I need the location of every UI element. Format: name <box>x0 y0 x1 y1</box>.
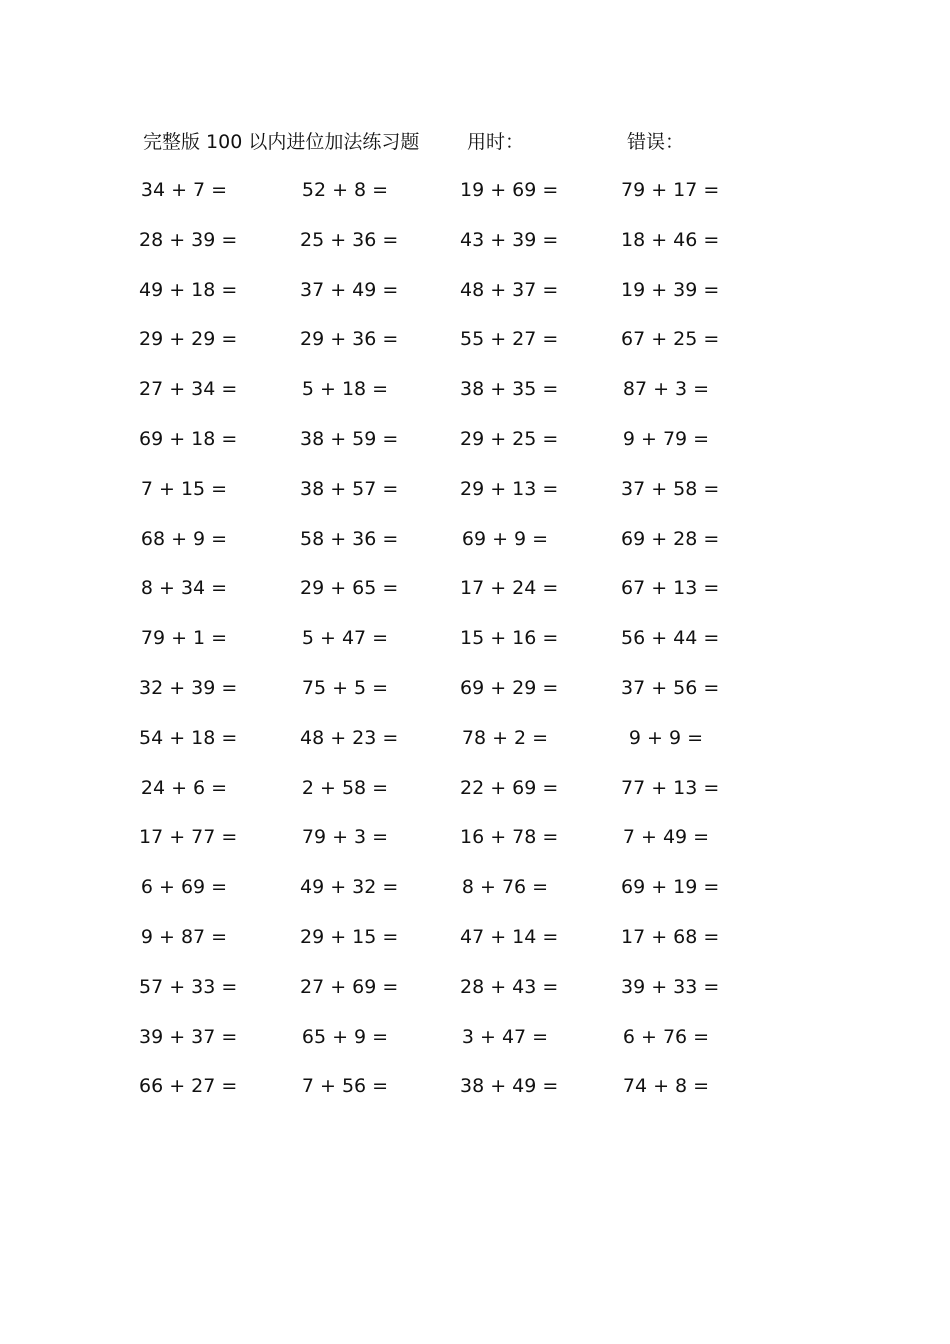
problem-row <box>0 872 950 922</box>
addition-problem: 7 + 49 = <box>622 826 710 849</box>
problem-row <box>0 723 950 773</box>
addition-problem: 48 + 37 = <box>460 278 559 301</box>
addition-problem: 18 + 46 = <box>621 228 720 251</box>
addition-problem: 43 + 39 = <box>460 228 559 251</box>
addition-problem: 15 + 16 = <box>460 627 559 650</box>
addition-problem: 67 + 25 = <box>621 328 720 351</box>
problem-grid <box>0 175 950 1121</box>
addition-problem: 38 + 49 = <box>460 1075 559 1098</box>
addition-problem: 69 + 19 = <box>621 876 720 899</box>
addition-problem: 27 + 69 = <box>300 975 399 998</box>
addition-problem: 39 + 33 = <box>621 975 720 998</box>
addition-problem: 66 + 27 = <box>139 1075 238 1098</box>
addition-problem: 48 + 23 = <box>300 726 399 749</box>
addition-problem: 37 + 58 = <box>621 477 720 500</box>
addition-problem: 49 + 32 = <box>300 876 399 899</box>
addition-problem: 7 + 56 = <box>301 1075 389 1098</box>
addition-problem: 19 + 69 = <box>460 179 559 201</box>
worksheet-title: 完整版 100 以内进位加法练习题 <box>143 131 420 153</box>
problem-row <box>0 1022 950 1072</box>
problem-row <box>0 225 950 275</box>
addition-problem: 24 + 6 = <box>140 776 228 799</box>
addition-problem: 29 + 29 = <box>139 328 238 351</box>
addition-problem: 2 + 58 = <box>301 776 389 799</box>
addition-problem: 52 + 8 = <box>301 179 389 201</box>
addition-problem: 5 + 18 = <box>301 378 389 401</box>
addition-problem: 16 + 78 = <box>460 826 559 849</box>
addition-problem: 56 + 44 = <box>621 627 720 650</box>
problem-row <box>0 424 950 474</box>
addition-problem: 29 + 65 = <box>300 577 399 600</box>
problem-row <box>0 972 950 1022</box>
error-count-label: 错误： <box>627 131 685 153</box>
addition-problem: 17 + 24 = <box>460 577 559 600</box>
addition-problem: 69 + 18 = <box>139 427 238 450</box>
addition-problem: 38 + 59 = <box>300 427 399 450</box>
addition-problem: 27 + 34 = <box>139 378 238 401</box>
addition-problem: 22 + 69 = <box>460 776 559 799</box>
addition-problem: 19 + 39 = <box>621 278 720 301</box>
problem-row <box>0 524 950 574</box>
problem-row <box>0 822 950 872</box>
problem-row <box>0 573 950 623</box>
problem-row <box>0 175 950 225</box>
addition-problem: 58 + 36 = <box>300 527 399 550</box>
addition-problem: 38 + 57 = <box>300 477 399 500</box>
addition-problem: 69 + 29 = <box>460 676 559 699</box>
problem-row <box>0 673 950 723</box>
problem-row <box>0 922 950 972</box>
addition-problem: 79 + 3 = <box>301 826 389 849</box>
addition-problem: 69 + 28 = <box>621 527 720 550</box>
addition-problem: 8 + 34 = <box>140 577 228 600</box>
addition-problem: 29 + 13 = <box>460 477 559 500</box>
addition-problem: 68 + 9 = <box>140 527 228 550</box>
addition-problem: 75 + 5 = <box>301 676 389 699</box>
addition-problem: 17 + 77 = <box>139 826 238 849</box>
addition-problem: 32 + 39 = <box>139 676 238 699</box>
addition-problem: 37 + 56 = <box>621 676 720 699</box>
addition-problem: 47 + 14 = <box>460 925 559 948</box>
addition-problem: 39 + 37 = <box>139 1025 238 1048</box>
addition-problem: 9 + 79 = <box>622 427 710 450</box>
addition-problem: 9 + 9 = <box>628 726 704 749</box>
addition-problem: 29 + 25 = <box>460 427 559 450</box>
addition-problem: 25 + 36 = <box>300 228 399 251</box>
problem-row <box>0 474 950 524</box>
addition-problem: 54 + 18 = <box>139 726 238 749</box>
addition-problem: 78 + 2 = <box>461 726 549 749</box>
addition-problem: 37 + 49 = <box>300 278 399 301</box>
addition-problem: 5 + 47 = <box>301 627 389 650</box>
problem-row <box>0 374 950 424</box>
addition-problem: 67 + 13 = <box>621 577 720 600</box>
addition-problem: 3 + 47 = <box>461 1025 549 1048</box>
addition-problem: 38 + 35 = <box>460 378 559 401</box>
addition-problem: 57 + 33 = <box>139 975 238 998</box>
addition-problem: 6 + 69 = <box>140 876 228 899</box>
problem-row <box>0 324 950 374</box>
addition-problem: 28 + 39 = <box>139 228 238 251</box>
worksheet-header <box>0 127 950 157</box>
addition-problem: 79 + 1 = <box>140 627 228 650</box>
addition-problem: 6 + 76 = <box>622 1025 710 1048</box>
time-used-label: 用时： <box>467 131 525 153</box>
addition-problem: 74 + 8 = <box>622 1075 710 1098</box>
problem-row <box>0 773 950 823</box>
problem-row <box>0 1071 950 1121</box>
addition-problem: 8 + 76 = <box>461 876 549 899</box>
addition-problem: 69 + 9 = <box>461 527 549 550</box>
addition-problem: 7 + 15 = <box>140 477 228 500</box>
addition-problem: 49 + 18 = <box>139 278 238 301</box>
addition-problem: 29 + 15 = <box>300 925 399 948</box>
addition-problem: 55 + 27 = <box>460 328 559 351</box>
addition-problem: 79 + 17 = <box>621 179 720 201</box>
addition-problem: 17 + 68 = <box>621 925 720 948</box>
problem-row <box>0 623 950 673</box>
addition-problem: 29 + 36 = <box>300 328 399 351</box>
addition-problem: 34 + 7 = <box>140 179 228 201</box>
addition-problem: 77 + 13 = <box>621 776 720 799</box>
problem-row <box>0 275 950 325</box>
addition-problem: 65 + 9 = <box>301 1025 389 1048</box>
addition-problem: 87 + 3 = <box>622 378 710 401</box>
addition-problem: 28 + 43 = <box>460 975 559 998</box>
addition-problem: 9 + 87 = <box>140 925 228 948</box>
